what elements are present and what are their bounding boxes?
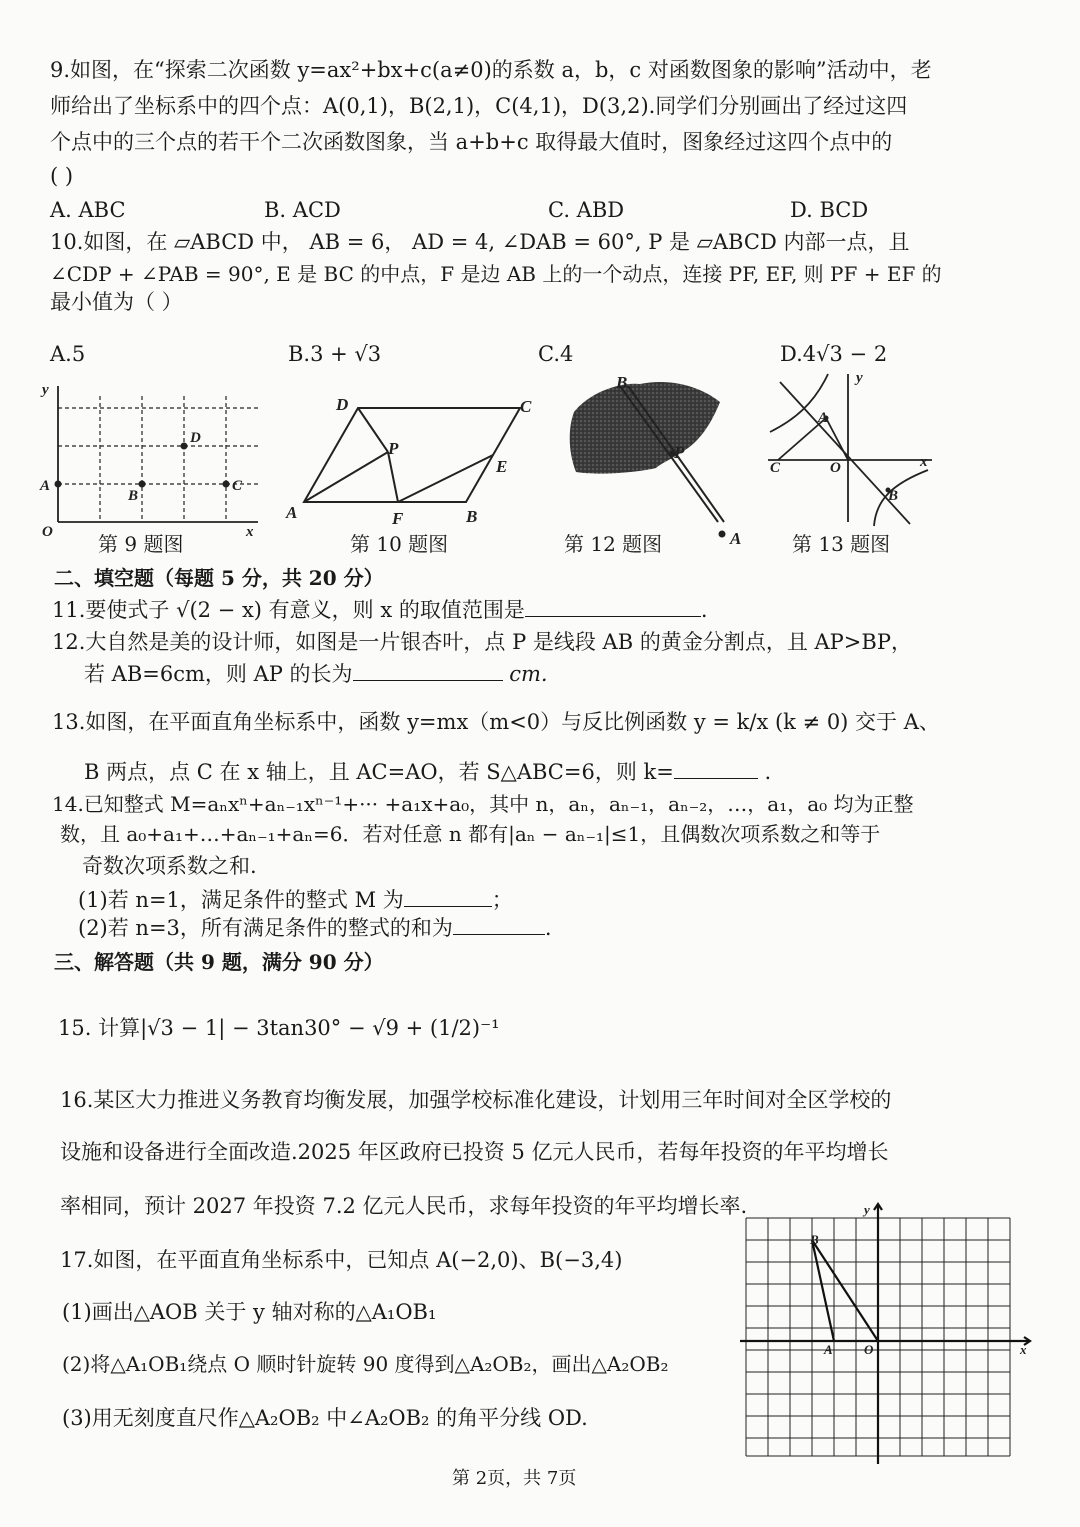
q9-line-2: 师给出了坐标系中的四个点：A(0,1)，B(2,1)，C(4,1)，D(3,2).同学们分别画出了经过这四 — [50, 94, 908, 118]
fig12-label-b: B — [616, 373, 628, 392]
q12-answer-blank[interactable] — [353, 662, 503, 681]
fig10-label-p: P — [388, 439, 399, 458]
q14-sub2-answer-blank[interactable] — [453, 916, 545, 935]
fig10-label-e: E — [496, 457, 508, 476]
q12-line-2 — [84, 660, 548, 688]
q14-sub1-end: ； — [491, 888, 513, 912]
section-2-heading: 二、填空题（每题 5 分，共 20 分） — [54, 566, 384, 590]
q17-grid-label-x: x — [1020, 1342, 1027, 1357]
q17-line-3: (2)将△A₁OB₁绕点 O 顺时针旋转 90 度得到△A₂OB₂，画出△A₂OB₂ — [62, 1352, 669, 1376]
q14-sub2-end: . — [544, 916, 552, 940]
q9-line-3: 个点中的三个点的若干个二次函数图象，当 a+b+c 取得最大值时，图象经过这四个点中的 — [50, 130, 893, 154]
q16-line-1: 16.某区大力推进义务教育均衡发展，加强学校标准化建设，计划用三年时间对全区学校的 — [60, 1088, 892, 1112]
q17-grid-label-y: y — [864, 1202, 870, 1217]
q15-text: 15. 计算|√3 − 1| − 3tan30° − √9 + (1/2)⁻¹ — [58, 1016, 500, 1040]
q14-line-1: 14.已知整式 M=aₙxⁿ+aₙ₋₁xⁿ⁻¹+··· +a₁x+a₀，其中 n，aₙ，aₙ₋₁，aₙ₋₂，…，a₁，a₀ 均为正整 — [52, 792, 914, 816]
fig9-label-o: O — [42, 524, 53, 536]
q9-option-c: C. ABD — [548, 198, 625, 222]
fig12-label-p: P — [674, 443, 685, 462]
fig10-label-a: A — [286, 503, 298, 522]
fig13-label-x: x — [920, 454, 928, 470]
caption-figure-13: 第 13 题图 — [792, 532, 891, 556]
fig13-label-y: y — [856, 370, 863, 386]
fig9-label-a: A — [40, 478, 51, 494]
q9-option-d: D. BCD — [790, 198, 869, 222]
q11-stem: 11.要使式子 √(2 − x) 有意义，则 x 的取值范围是 — [52, 598, 525, 622]
q14-sub1-answer-blank[interactable] — [404, 888, 492, 907]
q11-text — [52, 596, 708, 624]
q14-sub2-stem: (2)若 n=3，所有满足条件的整式的和为 — [78, 916, 453, 940]
fig10-label-f: F — [392, 509, 404, 528]
q13-stem: B 两点，点 C 在 x 轴上，且 AC=AO，若 S△ABC=6，则 k= — [84, 760, 674, 784]
q14-line-2: 数，且 a₀+a₁+…+aₙ₋₁+aₙ=6．若对任意 n 都有|aₙ − aₙ₋₁|≤1，且偶数次项系数之和等于 — [60, 822, 881, 846]
q10-line-1: 10.如图，在 ▱ABCD 中， AB = 6， AD = 4, ∠DAB = 60°, P 是 ▱ABCD 内部一点，且 — [50, 230, 910, 254]
fig9-label-c: C — [232, 478, 243, 494]
figure-9-grid — [36, 376, 266, 536]
q17-coordinate-grid — [740, 1200, 1040, 1468]
q14-line-3: 奇数次项系数之和. — [82, 854, 257, 878]
q17-line-2: (1)画出△AOB 关于 y 轴对称的△A₁OB₁ — [62, 1300, 437, 1324]
fig9-label-b: B — [128, 488, 139, 504]
fig10-label-d: D — [336, 395, 349, 414]
q13-line-2 — [84, 758, 771, 786]
q17-grid-label-o: O — [864, 1342, 874, 1357]
q14-sub1-stem: (1)若 n=1，满足条件的整式 M 为 — [78, 888, 404, 912]
q9-line-1: 9.如图，在“探索二次函数 y=ax²+bx+c(a≠0)的系数 a，b，c 对函数图象的影响”活动中，老 — [50, 58, 932, 82]
fig13-label-b: B — [888, 488, 899, 504]
q12-stem: 若 AB=6cm，则 AP 的长为 — [84, 662, 353, 686]
page-footer: 第 2页，共 7页 — [452, 1468, 577, 1489]
fig9-label-y: y — [42, 382, 49, 398]
q12-unit: cm. — [509, 662, 548, 686]
q10-option-c: C.4 — [538, 342, 574, 366]
q13-answer-blank[interactable] — [674, 760, 758, 779]
q10-option-a: A.5 — [50, 342, 86, 366]
fig9-label-d: D — [190, 430, 201, 446]
q11-end: . — [700, 598, 708, 622]
q10-option-d: D.4√3 − 2 — [780, 342, 888, 366]
q17-grid-label-b: B — [810, 1232, 819, 1247]
q10-option-b: B.3 + √3 — [288, 342, 382, 366]
q14-sub-1 — [78, 886, 513, 914]
q17-grid-label-a: A — [824, 1342, 833, 1357]
q16-line-2: 设施和设备进行全面改造.2025 年区政府已投资 5 亿元人民币，若每年投资的年平均增长 — [60, 1140, 889, 1164]
caption-figure-10: 第 10 题图 — [350, 532, 449, 556]
q11-answer-blank[interactable] — [525, 598, 701, 617]
q13-end: . — [764, 760, 772, 784]
q13-line-1: 13.如图，在平面直角坐标系中，函数 y=mx（m<0）与反比例函数 y = k/x (k ≠ 0) 交于 A、 — [52, 710, 940, 734]
figure-13-hyperbola — [764, 366, 940, 528]
fig9-label-x: x — [246, 524, 254, 536]
caption-figure-12: 第 12 题图 — [564, 532, 663, 556]
q9-option-b: B. ACD — [264, 198, 341, 222]
figure-10-parallelogram — [280, 390, 540, 530]
q9-line-4: ( ) — [50, 164, 74, 188]
q10-line-3: 最小值为（ ） — [50, 290, 183, 314]
fig12-label-a: A — [730, 529, 742, 548]
fig13-label-o: O — [830, 460, 841, 476]
figure-12-ginkgo-leaf — [560, 372, 760, 550]
fig13-label-a: A — [818, 410, 829, 426]
fig10-label-c: C — [520, 397, 532, 416]
q14-sub-2 — [78, 914, 552, 942]
q12-line-1: 12.大自然是美的设计师，如图是一片银杏叶，点 P 是线段 AB 的黄金分割点，且 AP>BP， — [52, 630, 912, 654]
q17-line-1: 17.如图，在平面直角坐标系中，已知点 A(−2,0)、B(−3,4) — [60, 1248, 623, 1272]
q17-line-4: (3)用无刻度直尺作△A₂OB₂ 中∠A₂OB₂ 的角平分线 OD. — [62, 1406, 588, 1430]
fig10-label-b: B — [466, 507, 478, 526]
caption-figure-9: 第 9 题图 — [98, 532, 184, 556]
fig13-label-c: C — [770, 460, 781, 476]
section-3-heading: 三、解答题（共 9 题，满分 90 分） — [54, 950, 384, 974]
q10-line-2: ∠CDP + ∠PAB = 90°, E 是 BC 的中点，F 是边 AB 上的一个动点，连接 PF, EF, 则 PF + EF 的 — [50, 262, 942, 286]
q9-option-a: A. ABC — [50, 198, 126, 222]
q16-line-3: 率相同，预计 2027 年投资 7.2 亿元人民币，求每年投资的年平均增长率. — [60, 1194, 748, 1218]
